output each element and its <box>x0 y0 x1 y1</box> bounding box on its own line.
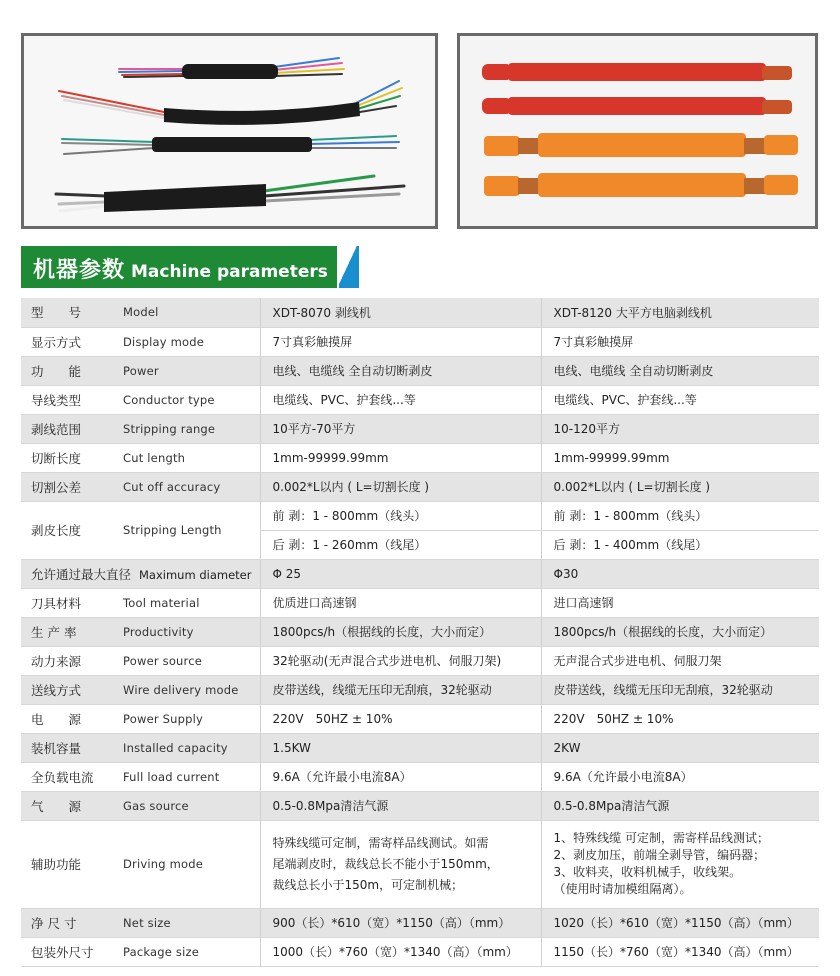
table-row <box>21 356 819 385</box>
section-banner <box>21 246 358 288</box>
model-b-value: 皮带送线，线缆无压印无刮痕，32轮驱动 <box>541 675 819 704</box>
model-a-value: 1800pcs/h（根据线的长度，大小而定） <box>260 617 541 646</box>
param-name-cn: 辅助功能 <box>21 820 111 908</box>
param-name-en: Driving mode <box>111 820 260 908</box>
table-row <box>21 646 819 675</box>
param-name-en: Tool material <box>111 588 260 617</box>
param-name-cn: 全负载电流 <box>21 762 111 791</box>
param-name-cn: 装机容量 <box>21 733 111 762</box>
model-a-value: 7寸真彩触摸屏 <box>260 327 541 356</box>
model-a-value <box>260 820 541 908</box>
parameters-table <box>21 298 819 967</box>
model-b-value: 电线、电缆线 全自动切断剥皮 <box>541 356 819 385</box>
model-b-value: 10-120平方 <box>541 414 819 443</box>
model-a-value: 9.6A（允许最小电流8A） <box>260 762 541 791</box>
param-name-cn: 剥线范围 <box>21 414 111 443</box>
model-b-value: 0.002*L以内 ( L=切割长度 ) <box>541 472 819 501</box>
param-name-cn: 剥皮长度 <box>21 501 111 559</box>
table-row <box>21 675 819 704</box>
model-a-value: 电线、电缆线 全自动切断剥皮 <box>260 356 541 385</box>
param-name-cn: 显示方式 <box>21 327 111 356</box>
section-title-en: Machine parameters <box>131 262 328 282</box>
param-name-en: Cut length <box>111 443 260 472</box>
table-row <box>21 908 819 937</box>
model-b-value: 1mm-99999.99mm <box>541 443 819 472</box>
param-name-cn: 气 源 <box>21 791 111 820</box>
param-name-cn: 送线方式 <box>21 675 111 704</box>
model-a-value: 0.002*L以内 ( L=切割长度 ) <box>260 472 541 501</box>
param-name-cn: 切断长度 <box>21 443 111 472</box>
param-name-en: Package size <box>111 937 260 966</box>
param-name-cn: 电 源 <box>21 704 111 733</box>
banner-accent-stripe <box>339 246 359 288</box>
param-name-cn: 功 能 <box>21 356 111 385</box>
param-name-en: Stripping Length <box>111 501 260 559</box>
model-b-value: 1150（长）*760（宽）*1340（高）（mm） <box>541 937 819 966</box>
model-a-value: 后 剥：1 - 260mm（线尾） <box>260 530 541 559</box>
param-name-en: Productivity <box>111 617 260 646</box>
model-a-value: 1000（长）*760（宽）*1340（高）（mm） <box>260 937 541 966</box>
model-b-value <box>541 820 819 908</box>
param-name-en: Conductor type <box>111 385 260 414</box>
model-a-value: 900（长）*610（宽）*1150（高）（mm） <box>260 908 541 937</box>
model-b-value: XDT-8120 大平方电脑剥线机 <box>541 298 819 327</box>
text-line: 1、特殊线缆 可定制，需寄样品线测试； <box>553 831 769 845</box>
table-row <box>21 733 819 762</box>
param-name-cn: 生 产 率 <box>21 617 111 646</box>
param-name-en: Display mode <box>111 327 260 356</box>
param-name-cn: 允许通过最大直径 <box>31 566 132 582</box>
param-name-en: Model <box>111 298 260 327</box>
param-name-cn: 刀具材料 <box>21 588 111 617</box>
model-b-value: 9.6A（允许最小电流8A） <box>541 762 819 791</box>
param-name-cn: 型 号 <box>21 298 111 327</box>
multi-core-cable-samples-icon <box>24 36 435 226</box>
model-a-value: 电缆线、PVC、护套线...等 <box>260 385 541 414</box>
text-line: 3、收料夹，收料机械手，收线架。 <box>553 865 742 879</box>
model-a-value: Φ 25 <box>260 559 541 588</box>
model-a-value: 220V 50HZ ± 10% <box>260 704 541 733</box>
table-row <box>21 559 819 588</box>
model-b-value: 后 剥：1 - 400mm（线尾） <box>541 530 819 559</box>
param-name-cn: 导线类型 <box>21 385 111 414</box>
model-b-value: 进口高速钢 <box>541 588 819 617</box>
param-name-en: Cut off accuracy <box>111 472 260 501</box>
table-row <box>21 443 819 472</box>
table-row <box>21 617 819 646</box>
model-b-value: Φ30 <box>541 559 819 588</box>
text-line: 尾端剥皮时，裁线总长不能小于150mm， <box>272 856 499 871</box>
model-a-value: 10平方-70平方 <box>260 414 541 443</box>
model-b-value: 电缆线、PVC、护套线...等 <box>541 385 819 414</box>
table-row <box>21 820 819 908</box>
table-row <box>21 327 819 356</box>
table-row <box>21 472 819 501</box>
param-name-en: Power <box>111 356 260 385</box>
param-name-cn: 切割公差 <box>21 472 111 501</box>
model-b-value: 前 剥：1 - 800mm（线头） <box>541 501 819 530</box>
param-name-cn: 包装外尺寸 <box>21 937 111 966</box>
large-cable-samples-icon <box>460 36 815 226</box>
model-a-value: XDT-8070 剥线机 <box>260 298 541 327</box>
param-name-en: Wire delivery mode <box>111 675 260 704</box>
param-name-en: Stripping range <box>111 414 260 443</box>
param-name-en: Full load current <box>111 762 260 791</box>
model-a-value: 皮带送线，线缆无压印无刮痕，32轮驱动 <box>260 675 541 704</box>
table-row <box>21 501 819 530</box>
model-b-value: 无声混合式步进电机、伺服刀架 <box>541 646 819 675</box>
model-a-value: 0.5-0.8Mpa清洁气源 <box>260 791 541 820</box>
model-b-value: 0.5-0.8Mpa清洁气源 <box>541 791 819 820</box>
table-row <box>21 385 819 414</box>
param-name-cn: 动力来源 <box>21 646 111 675</box>
table-row <box>21 704 819 733</box>
param-name-en: Power Supply <box>111 704 260 733</box>
param-name-en: Gas source <box>111 791 260 820</box>
cable-photo-left <box>21 33 438 229</box>
model-a-value: 32轮驱动(无声混合式步进电机、伺服刀架) <box>260 646 541 675</box>
param-name-combined <box>21 559 260 588</box>
model-b-value: 2KW <box>541 733 819 762</box>
model-b-value: 7寸真彩触摸屏 <box>541 327 819 356</box>
model-a-value: 优质进口高速钢 <box>260 588 541 617</box>
param-name-en: Installed capacity <box>111 733 260 762</box>
model-a-value: 前 剥：1 - 800mm（线头） <box>260 501 541 530</box>
model-b-value: 220V 50HZ ± 10% <box>541 704 819 733</box>
param-name-cn: 净 尺 寸 <box>21 908 111 937</box>
table-row <box>21 762 819 791</box>
text-line: 特殊线缆可定制，需寄样品线测试。如需 <box>272 835 489 850</box>
section-title <box>33 253 328 284</box>
table-row <box>21 791 819 820</box>
param-name-en: Power source <box>111 646 260 675</box>
table-row <box>21 937 819 966</box>
model-a-value: 1.5KW <box>260 733 541 762</box>
text-line: （使用时请加模组隔离）。 <box>553 882 692 896</box>
text-line: 2、剥皮加压，前端全剥导管，编码器； <box>553 848 766 862</box>
section-title-cn: 机器参数 <box>33 258 126 283</box>
param-name-en: Net size <box>111 908 260 937</box>
table-row <box>21 414 819 443</box>
param-name-en: Maximum diameter <box>139 567 252 582</box>
model-b-value: 1800pcs/h（根据线的长度，大小而定） <box>541 617 819 646</box>
table-row <box>21 298 819 327</box>
model-b-value: 1020（长）*610（宽）*1150（高）（mm） <box>541 908 819 937</box>
text-line: 裁线总长小于150m，可定制机械； <box>272 877 464 892</box>
table-row <box>21 588 819 617</box>
model-a-value: 1mm-99999.99mm <box>260 443 541 472</box>
cable-photo-right <box>457 33 818 229</box>
